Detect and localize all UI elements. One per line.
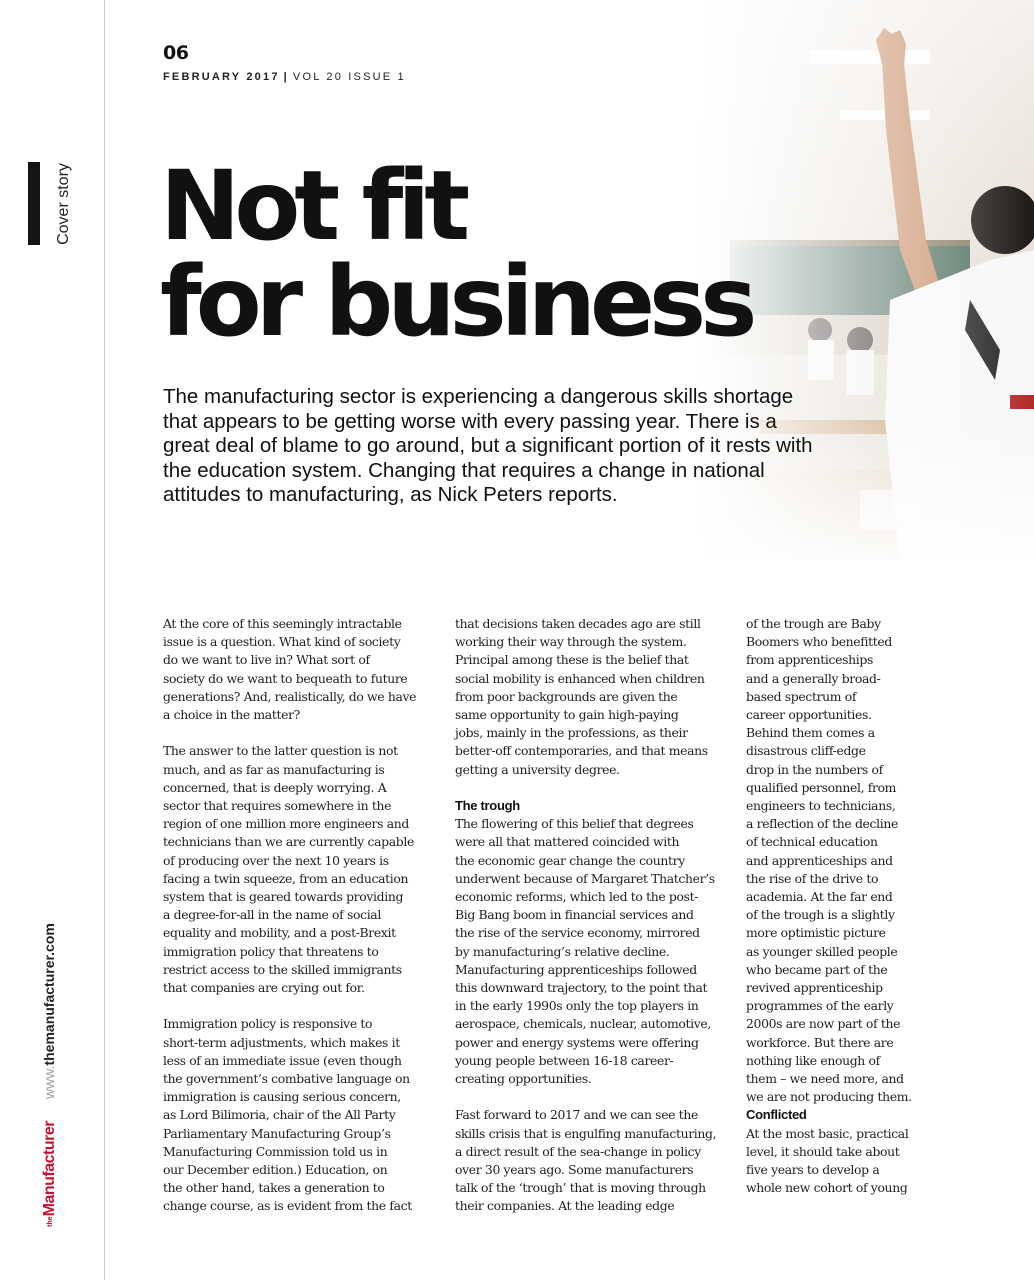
brand-logo: Manufacturer xyxy=(41,1120,58,1217)
text-line: change course, as is evident from the fact xyxy=(163,1198,412,1214)
text-line: we are not producing them. xyxy=(746,1089,912,1105)
issue-date: FEBRUARY 2017 xyxy=(163,71,280,83)
text-line: economic reforms, which led to the post- xyxy=(455,889,699,905)
text-line: Manufacturing Commission told us in xyxy=(163,1143,388,1159)
text-line: generations? And, realistically, do we have xyxy=(163,688,417,704)
text-line: from poor backgrounds are given the xyxy=(455,688,678,704)
text-line: society do we want to bequeath to future xyxy=(163,670,408,686)
text-line: jobs, mainly in the professions, as their xyxy=(455,725,688,741)
text-line: over 30 years ago. Some manufacturers xyxy=(455,1162,694,1178)
text-line: immigration is causing serious concern, xyxy=(163,1089,401,1105)
text-line: qualified personnel, from xyxy=(746,779,897,795)
standfirst: The manufacturing sector is experiencing a dangerous skills shortage that appears to be getting worse with every passing year. There is a great deal of blame to go around, but a significant portion of it rests with the education system. Changing that requires a change in national attitudes to manufacturing, as Nick Peters reports. xyxy=(163,385,813,507)
text-line: and a generally broad- xyxy=(746,670,881,686)
text-line: better-off contemporaries, and that means xyxy=(455,743,708,759)
text-line: five years to develop a xyxy=(746,1162,880,1178)
text-line: a degree-for-all in the name of social xyxy=(163,907,381,923)
text-line: creating opportunities. xyxy=(455,1071,592,1087)
issue-volume: VOL 20 ISSUE 1 xyxy=(292,71,406,83)
text-line: much, and as far as manufacturing is xyxy=(163,761,385,777)
text-line: our December edition.) Education, on xyxy=(163,1162,388,1178)
text-line: At the core of this seemingly intractable xyxy=(163,616,402,631)
issue-line xyxy=(163,71,406,83)
text-line: level, it should take about xyxy=(746,1143,900,1159)
headline xyxy=(160,150,800,358)
text-line: that decisions taken decades ago are still xyxy=(455,616,701,631)
text-line: them – we need more, and xyxy=(746,1071,904,1087)
text-line: same opportunity to gain high-paying xyxy=(455,707,679,723)
text-line: short-term adjustments, which makes it xyxy=(163,1034,400,1050)
text-line: engineers to technicians, xyxy=(746,798,896,814)
subhead-the-trough: The trough xyxy=(455,798,520,814)
text-line: academia. At the far end xyxy=(746,889,893,905)
text-line: a direct result of the sea-change in policy xyxy=(455,1143,701,1159)
text-line: the government’s combative language on xyxy=(163,1071,410,1087)
text-line: programmes of the early xyxy=(746,998,894,1014)
text-line: drop in the numbers of xyxy=(746,761,883,777)
text-line: more optimistic picture xyxy=(746,925,886,941)
text-line: The flowering of this belief that degrees xyxy=(455,816,694,832)
text-line: by manufacturing’s relative decline. xyxy=(455,943,670,959)
text-line: Fast forward to 2017 and we can see the xyxy=(455,1107,698,1123)
text-line: do we want to live in? What sort of xyxy=(163,652,370,668)
text-line: system that is geared towards providing xyxy=(163,889,404,905)
text-line: a reflection of the decline xyxy=(746,816,898,832)
text-line: Boomers who benefitted xyxy=(746,634,892,650)
text-line: concerned, that is deeply worrying. A xyxy=(163,779,387,795)
text-line: At the most basic, practical xyxy=(746,1125,909,1141)
section-label: Cover story xyxy=(55,163,72,245)
text-line: technicians than we are currently capable xyxy=(163,834,414,850)
text-line: Principal among these is the belief that xyxy=(455,652,689,668)
text-line: of technical education xyxy=(746,834,878,850)
body-column-2 xyxy=(455,615,727,1216)
margin-rule xyxy=(104,0,105,1280)
text-line: less of an immediate issue (even though xyxy=(163,1052,402,1068)
text-line: working their way through the system. xyxy=(455,634,687,650)
paragraph xyxy=(746,1125,921,1198)
text-line: career opportunities. xyxy=(746,707,872,723)
paragraph xyxy=(746,615,921,1106)
text-line: revived apprenticeship xyxy=(746,980,883,996)
text-line: getting a university degree. xyxy=(455,761,620,777)
text-line: as younger skilled people xyxy=(746,943,898,959)
text-line: as Lord Bilimoria, chair of the All Party xyxy=(163,1107,396,1123)
text-line: aerospace, chemicals, nuclear, automotive, xyxy=(455,1016,711,1032)
text-line: sector that requires somewhere in the xyxy=(163,798,392,814)
text-line: from apprenticeships xyxy=(746,652,873,668)
text-line: a choice in the matter? xyxy=(163,707,300,723)
text-line: Manufacturing apprenticeships followed xyxy=(455,961,697,977)
text-line: Big Bang boom in financial services and xyxy=(455,907,694,923)
paragraph xyxy=(455,615,727,779)
paragraph xyxy=(163,742,435,997)
text-line: power and energy systems were offering xyxy=(455,1034,699,1050)
text-line: the rise of the drive to xyxy=(746,870,879,886)
text-line: in the early 1990s only the top players in xyxy=(455,998,699,1014)
text-line: the rise of the service economy, mirrored xyxy=(455,925,700,941)
paragraph xyxy=(163,615,435,724)
text-line: this downward trajectory, to the point that xyxy=(455,980,708,996)
text-line: whole new cohort of young xyxy=(746,1180,908,1196)
text-line: restrict access to the skilled immigrants xyxy=(163,961,402,977)
text-line: the other hand, takes a generation to xyxy=(163,1180,385,1196)
text-line: who became part of the xyxy=(746,961,888,977)
folio-vertical xyxy=(41,923,59,1227)
page-number: 06 xyxy=(163,42,189,64)
text-line: social mobility is enhanced when children xyxy=(455,670,705,686)
text-line: nothing like enough of xyxy=(746,1052,880,1068)
text-line: young people between 16-18 career- xyxy=(455,1052,674,1068)
text-line: equality and mobility, and a post-Brexit xyxy=(163,925,396,941)
text-line: disastrous cliff-edge xyxy=(746,743,866,759)
issue-separator: | xyxy=(283,71,289,83)
body-column-1 xyxy=(163,615,435,1216)
text-line: Parliamentary Manufacturing Group’s xyxy=(163,1125,391,1141)
paragraph xyxy=(455,1106,727,1215)
text-line: of the trough are Baby xyxy=(746,616,881,631)
text-line: Behind them comes a xyxy=(746,725,875,741)
text-line: The answer to the latter question is not xyxy=(163,743,398,759)
text-line: workforce. But there are xyxy=(746,1034,894,1050)
text-line: their companies. At the leading edge xyxy=(455,1198,675,1214)
text-line: and apprenticeships and xyxy=(746,852,893,868)
text-line: immigration policy that threatens to xyxy=(163,943,379,959)
text-line: of the trough is a slightly xyxy=(746,907,895,923)
text-line: were all that mattered coincided with xyxy=(455,834,680,850)
text-line: that companies are crying out for. xyxy=(163,980,365,996)
url-prefix: www. xyxy=(41,1065,57,1099)
text-line: skills crisis that is engulfing manufacturing, xyxy=(455,1125,717,1141)
paragraph xyxy=(455,815,727,1088)
text-line: of producing over the next 10 years is xyxy=(163,852,389,868)
paragraph xyxy=(163,1015,435,1215)
text-line: underwent because of Margaret Thatcher’s xyxy=(455,870,715,886)
text-line: 2000s are now part of the xyxy=(746,1016,901,1032)
text-line: region of one million more engineers and xyxy=(163,816,409,832)
text-line: the economic gear change the country xyxy=(455,852,685,868)
body-column-3 xyxy=(746,615,921,1198)
section-marker-bar xyxy=(28,162,40,245)
text-line: talk of the ‘trough’ that is moving through xyxy=(455,1180,706,1196)
text-line: Immigration policy is responsive to xyxy=(163,1016,373,1032)
text-line: based spectrum of xyxy=(746,688,857,704)
headline-line-1: Not fit xyxy=(160,150,465,262)
subhead-conflicted: Conflicted xyxy=(746,1107,807,1123)
text-line: facing a twin squeeze, from an education xyxy=(163,870,409,886)
url-domain: themanufacturer.com xyxy=(41,923,57,1066)
headline-line-2: for business xyxy=(160,246,752,358)
brand-prefix: the xyxy=(46,1216,54,1227)
text-line: issue is a question. What kind of society xyxy=(163,634,401,650)
